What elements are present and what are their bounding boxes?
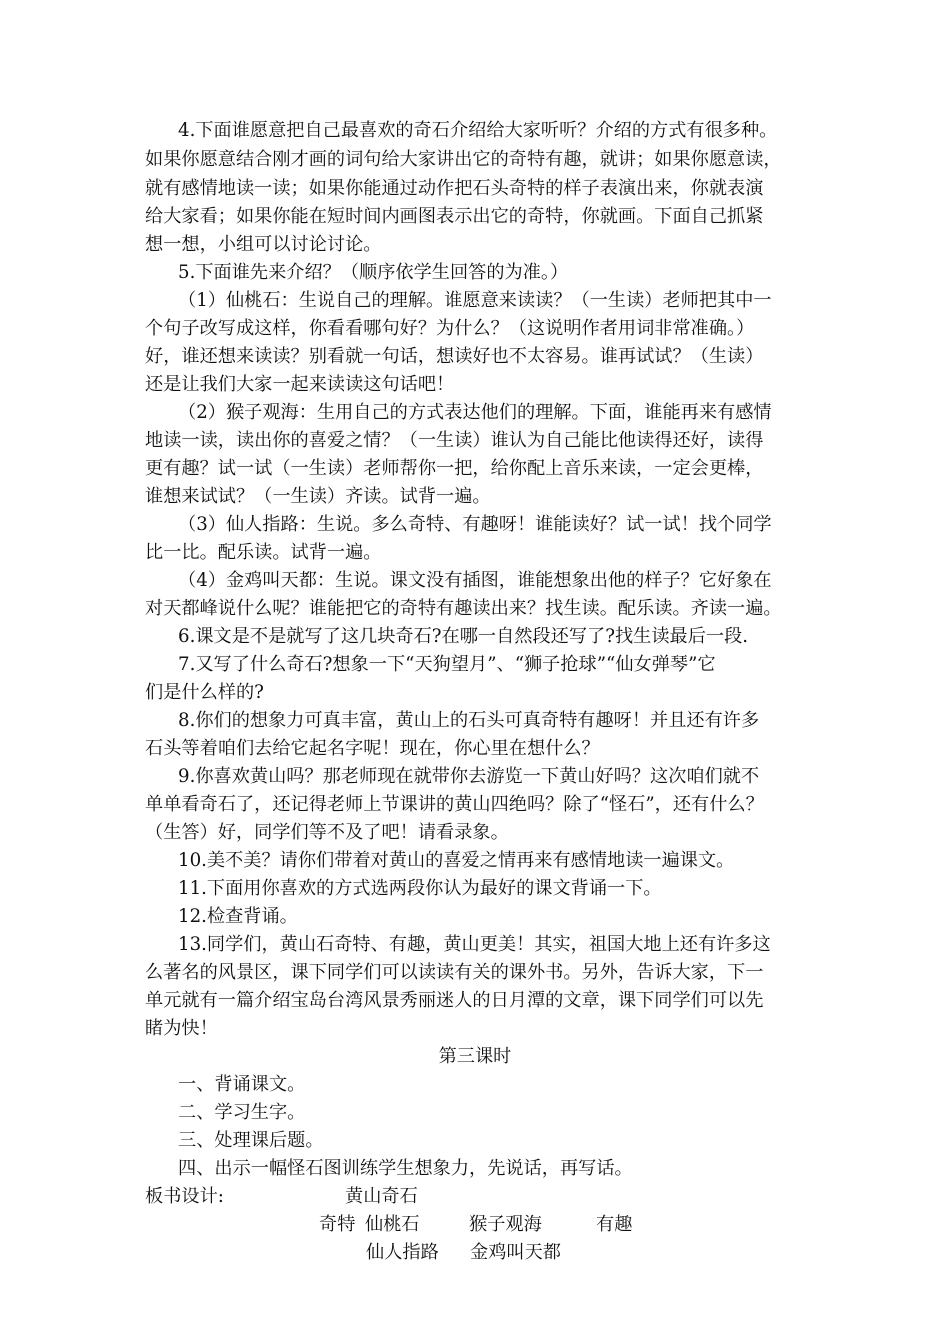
paragraph-line: 6.课文是不是就写了这几块奇石?在哪一自然段还写了?找生读最后一段.	[178, 626, 749, 647]
paragraph-line: （1）仙桃石：生说自己的理解。谁愿意来读读？（一生读）老师把其中一	[178, 290, 772, 311]
paragraph-line: 个句子改写成这样，你看看哪句好？为什么？（这说明作者用词非常准确。）	[145, 318, 755, 339]
paragraph-line: 单元就有一篇介绍宝岛台湾风景秀丽迷人的日月潭的文章，课下同学们可以先	[145, 990, 764, 1011]
paragraph-line: 11.下面用你喜欢的方式选两段你认为最好的课文背诵一下。	[178, 878, 662, 899]
board-item: 金鸡叫天都	[470, 1242, 561, 1263]
board-item: 奇特	[319, 1214, 356, 1235]
board-label: 板书设计:	[145, 1186, 224, 1207]
board-item: 仙人指路	[366, 1242, 439, 1263]
paragraph-line: 5.下面谁先来介绍？（顺序依学生回答的为准。）	[178, 262, 569, 283]
paragraph-line: 睹为快！	[145, 1018, 218, 1039]
paragraph-line: 7.又写了什么奇石?想象一下“天狗望月”、“狮子抢球”“仙女弹琴”它	[178, 654, 716, 675]
step-item: 三、处理课后题。	[178, 1130, 324, 1151]
paragraph-line: 石头等着咱们去给它起名字呢！现在，你心里在想什么？	[145, 738, 600, 759]
paragraph-line: 8.你们的想象力可真丰富，黄山上的石头可真奇特有趣呀！并且还有许多	[178, 710, 760, 731]
paragraph-line: 想一想，小组可以讨论讨论。	[145, 234, 382, 255]
board-title: 黄山奇石	[345, 1186, 418, 1207]
board-item: 猴子观海	[469, 1214, 542, 1235]
board-item: 仙桃石	[365, 1214, 420, 1235]
paragraph-line: 9.你喜欢黄山吗？那老师现在就带你去游览一下黄山好吗？这次咱们就不	[178, 766, 760, 787]
paragraph-line: 12.检查背诵。	[178, 906, 298, 927]
paragraph-line: 对天都峰说什么呢？谁能把它的奇特有趣读出来？找生读。配乐读。齐读一遍。	[145, 598, 782, 619]
paragraph-line: 10.美不美？请你们带着对黄山的喜爱之情再来有感情地读一遍课文。	[178, 850, 735, 871]
step-item: 二、学习生字。	[178, 1102, 306, 1123]
paragraph-line: （2）猴子观海：生用自己的方式表达他们的理解。下面，谁能再来有感情	[178, 402, 772, 423]
paragraph-line: 如果你愿意结合刚才画的词句给大家讲出它的奇特有趣，就讲；如果你愿意读，	[145, 149, 782, 170]
paragraph-line: 给大家看；如果你能在短时间内画图表示出它的奇特，你就画。下面自己抓紧	[145, 206, 764, 227]
paragraph-line: （4）金鸡叫天都：生说。课文没有插图，谁能想象出他的样子？它好象在	[178, 570, 772, 591]
paragraph-line: 们是什么样的?	[145, 682, 264, 703]
paragraph-line: 就有感情地读一读；如果你能通过动作把石头奇特的样子表演出来，你就表演	[145, 178, 764, 199]
paragraph-line: 谁想来试试？（一生读）齐读。试背一遍。	[145, 486, 491, 507]
step-item: 四、出示一幅怪石图训练学生想象力，先说话，再写话。	[178, 1158, 633, 1179]
paragraph-line: （3）仙人指路：生说。多么奇特、有趣呀！谁能读好？试一试！找个同学	[178, 514, 772, 535]
paragraph-line: 地读一读，读出你的喜爱之情？（一生读）谁认为自己能比他读得还好，读得	[145, 430, 764, 451]
step-item: 一、背诵课文。	[178, 1074, 306, 1095]
paragraph-line: 单单看奇石了，还记得老师上节课讲的黄山四绝吗？除了“怪石”，还有什么？	[145, 794, 764, 815]
board-item: 有趣	[596, 1214, 633, 1235]
section-title: 第三课时	[438, 1046, 512, 1067]
paragraph-line: 比一比。配乐读。试背一遍。	[145, 542, 382, 563]
paragraph-line: 么著名的风景区，课下同学们可以读读有关的课外书。另外，告诉大家，下一	[145, 962, 764, 983]
paragraph-line: 还是让我们大家一起来读读这句话吧！	[145, 374, 455, 395]
paragraph-line: 好，谁还想来读读？别看就一句话，想读好也不太容易。谁再试试？（生读）	[145, 346, 764, 367]
paragraph-line: （生答）好，同学们等不及了吧！请看录象。	[145, 822, 509, 843]
paragraph-line: 13.同学们，黄山石奇特、有趣，黄山更美！其实，祖国大地上还有许多这	[178, 934, 771, 955]
paragraph-line: 更有趣？试一试（一生读）老师帮你一把，给你配上音乐来读，一定会更棒，	[145, 458, 764, 479]
paragraph-line: 4.下面谁愿意把自己最喜欢的奇石介绍给大家听听？介绍的方式有很多种。	[178, 120, 778, 141]
